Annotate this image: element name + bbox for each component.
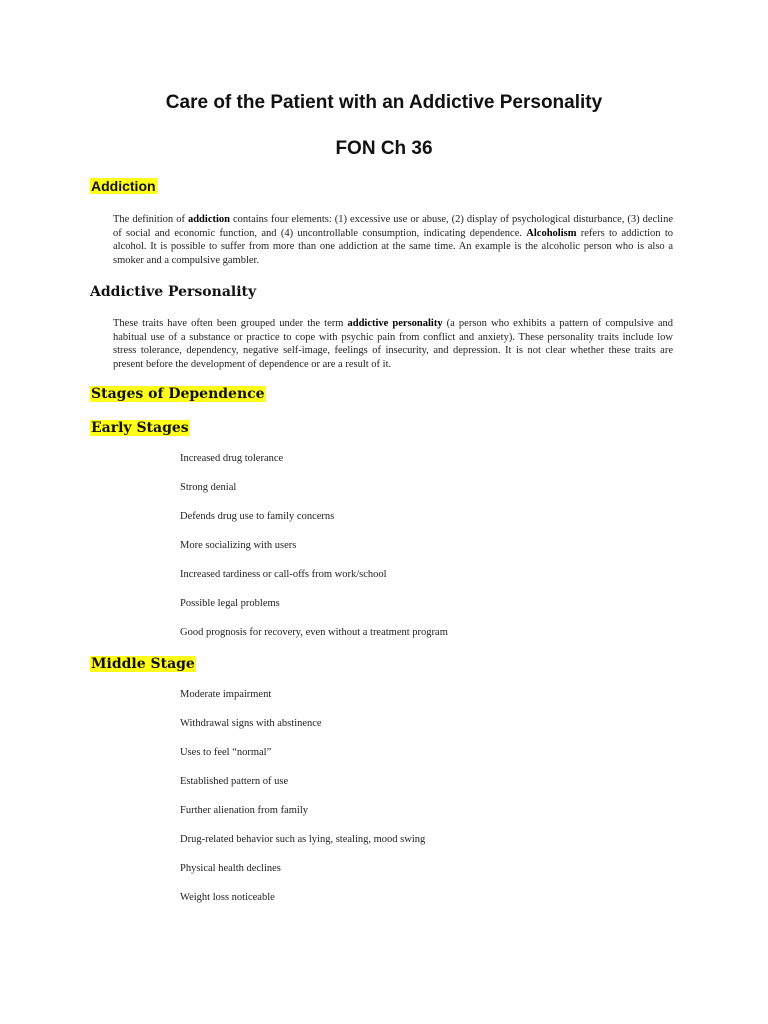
list-item: Uses to feel “normal” [180,747,272,758]
document-subtitle: FON Ch 36 [335,138,433,159]
list-item: Possible legal problems [180,598,280,609]
bold-term-alcoholism: Alcoholism [526,227,577,239]
list-item: Moderate impairment [180,689,272,700]
list-item: Withdrawal signs with abstinence [180,718,322,729]
heading-middle-stage [90,656,196,672]
heading-middle-text: Middle Stage [91,656,195,672]
document-title: Care of the Patient with an Addictive Personality [165,92,603,113]
text-run: contains four elements: (1) excessive use or abuse, (2) display of psychological disturbance, (3) decline of social and economic function, and (4) uncontrollable consumption, indicating dependence. [113,214,673,239]
heading-addiction-text: Addiction [91,178,156,194]
bold-term-addictive-personality: addictive personality [347,318,443,329]
list-item: Good prognosis for recovery, even without a treatment program [180,627,448,638]
text-run: (a person who exhibits a pattern of compulsive and habitual use of a substance or practice to cope with psychic pain from conflict and anxiety). These personality traits include low stress tolerance, dependency, negative self-image, feelings of insecurity, and depression. It is not clear whether these traits are present before the development of dependence or are a result of it. [113,318,674,370]
list-item: Drug-related behavior such as lying, stealing, mood swing [180,834,426,845]
list-item: More socializing with users [180,540,297,551]
heading-stages-text: Stages of Dependence [91,386,265,402]
list-item: Defends drug use to family concerns [180,511,335,522]
list-item: Further alienation from family [180,805,309,816]
heading-early-text: Early Stages [91,420,189,436]
text-run: The definition of [113,214,188,225]
heading-addiction [90,178,157,194]
text-run: refers to addiction to alcohol. It is possible to suffer from more than one addiction at the same time. An example is the alcoholic person who is also a smoker and a compulsive gambler. [113,227,673,266]
paragraph-addiction [113,213,673,267]
heading-early-stages [90,420,190,436]
text-run: These traits have often been grouped under the term [113,318,348,329]
list-item: Weight loss noticeable [180,892,275,903]
heading-addictive-personality: Addictive Personality [90,284,257,300]
list-item: Established pattern of use [180,776,289,787]
paragraph-addictive-personality [113,317,673,371]
list-item: Physical health declines [180,863,281,874]
heading-stages-of-dependence [90,386,266,402]
bold-term-addiction: addiction [187,214,230,225]
list-item: Strong denial [180,482,237,493]
list-item: Increased tardiness or call-offs from work/school [180,569,387,580]
list-item: Increased drug tolerance [180,453,284,464]
